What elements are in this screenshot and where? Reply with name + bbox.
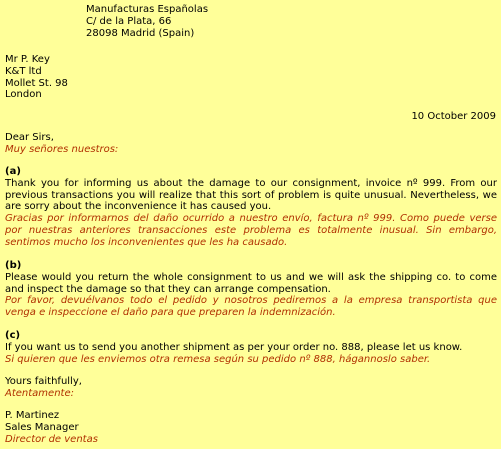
signature-title-en: Sales Manager	[5, 421, 79, 433]
sender-name: Manufacturas Españolas	[86, 4, 209, 15]
section-b-english: Please would you return the whole consignment to us and we will ask the shipping co. to come and inspect the damage so that they can arrange compensation.	[5, 271, 497, 295]
closing-en: Yours faithfully,	[5, 376, 82, 387]
closing	[5, 376, 82, 400]
signature	[5, 410, 98, 445]
sender-address	[86, 4, 208, 39]
section-a-heading: (a)	[5, 166, 21, 177]
recipient-street: Mollet St. 98	[5, 77, 68, 89]
sender-city: 28098 Madrid (Spain)	[86, 27, 195, 39]
signature-title-es: Director de ventas	[5, 433, 98, 445]
greeting-es: Muy señores nuestros:	[5, 143, 119, 155]
section-c-heading: (c)	[5, 330, 21, 341]
sender-street: C/ de la Plata, 66	[86, 15, 172, 27]
section-b-heading: (b)	[5, 260, 22, 271]
recipient-city: London	[5, 89, 42, 101]
section-b-spanish: Por favor, devuélvanos todo el pedido y nosotros pediremos a la empresa transportista que venga e inspeccione el daño para que preparen la indemnización.	[5, 295, 497, 319]
section-a-spanish: Gracias por informarnos del daño ocurrido a nuestro envío, factura nº 999. Como puede verse por nuestras anteriores transacciones este problema es totalmente inusual. Sin embargo, sentimos mucho los inconvenientes que les ha causado.	[5, 213, 497, 248]
greeting	[5, 132, 118, 156]
section-c	[5, 330, 497, 365]
signature-name: P. Martinez	[5, 410, 60, 421]
section-a	[5, 166, 497, 249]
section-c-english: If you want us to send you another shipment as per your order no. 888, please let us know.	[5, 341, 463, 353]
section-c-spanish: Si quieren que les enviemos otra remesa según su pedido nº 888, hágannoslo saber.	[5, 353, 431, 365]
recipient-name: Mr P. Key	[5, 54, 50, 65]
letter-date: 10 October 2009	[411, 111, 496, 122]
recipient-company: K&T ltd	[5, 65, 42, 77]
greeting-en: Dear Sirs,	[5, 132, 54, 143]
section-a-english: Thank you for informing us about the damage to our consignment, invoice nº 999. From our previous transactions you will realize that this sort of problem is quite unusual. Nevertheless, we are sorry about the inconvenience it has caused you.	[5, 177, 497, 213]
closing-es: Atentamente:	[5, 387, 74, 399]
section-b	[5, 260, 497, 319]
recipient-address	[5, 54, 68, 101]
